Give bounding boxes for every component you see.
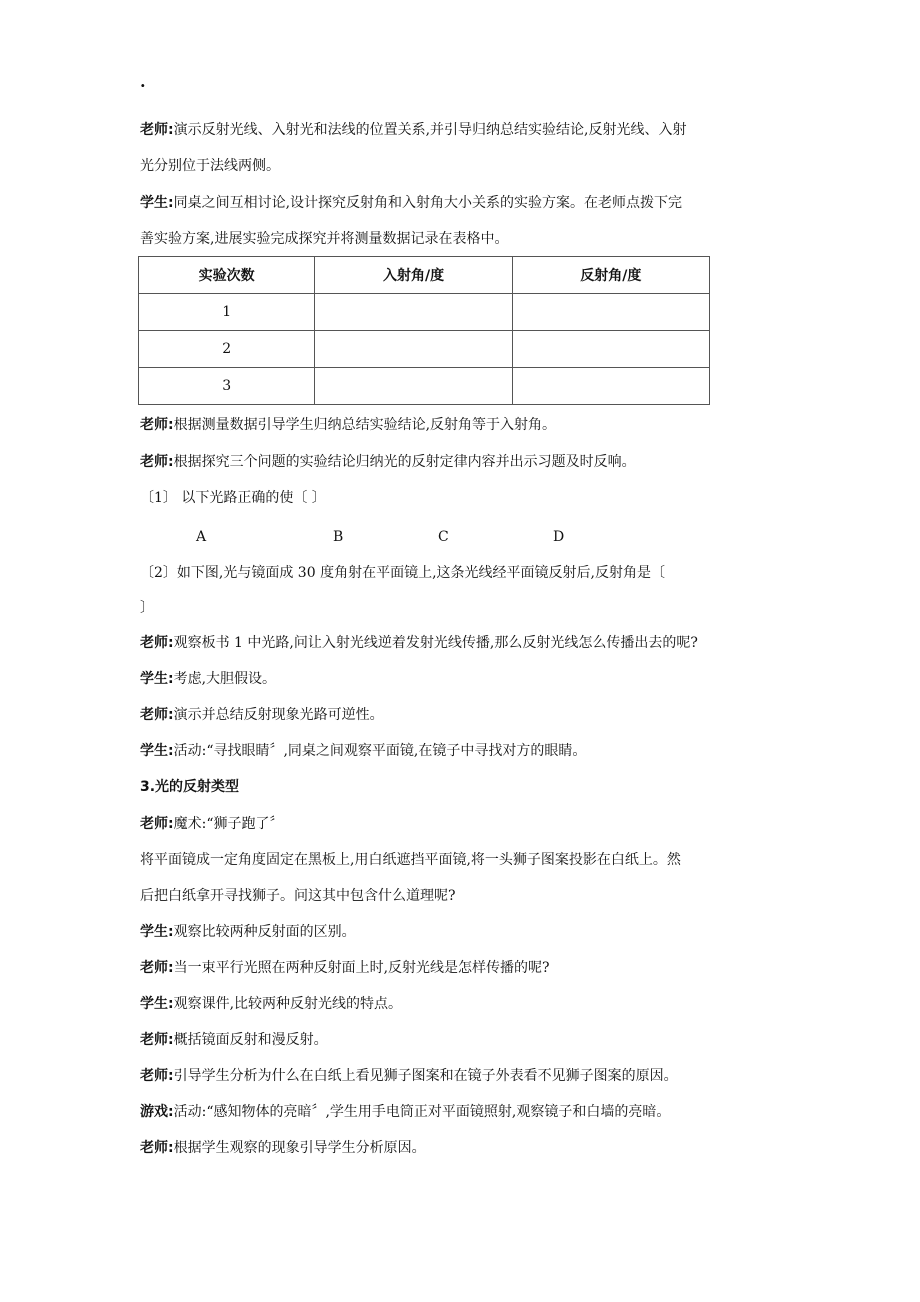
paragraph-continuation	[140, 156, 280, 176]
paragraph-text: 活动:“寻找眼睛〞,同桌之间观察平面镜,在镜子中寻找对方的眼睛。	[173, 743, 587, 759]
table-row	[139, 368, 710, 405]
paragraph-text: 观察比较两种反射面的区别。	[173, 924, 356, 940]
table-header-row	[139, 257, 710, 294]
paragraph-text: 当一束平行光照在两种反射面上时,反射光线是怎样传播的呢?	[173, 960, 550, 976]
paragraph-text: 根据探究三个问题的实验结论归纳光的反射定律内容并出示习题及时反响。	[173, 454, 636, 470]
table-row	[139, 331, 710, 368]
speaker-label: 学生:	[140, 996, 174, 1012]
paragraph-text: 同桌之间互相讨论,设计探究反射角和入射角大小关系的实验方案。在老师点拨下完	[173, 195, 683, 211]
paragraph-magic-description	[140, 850, 681, 870]
paragraph-text: 引导学生分析为什么在白纸上看见狮子图案和在镜子外表看不见狮子图案的原因。	[173, 1068, 678, 1084]
speaker-label: 学生:	[140, 195, 174, 211]
paragraph-game-activity	[140, 1102, 670, 1122]
paragraph-text: 观察板书 1 中光路,问让入射光线逆着发射光线传播,那么反射光线怎么传播出去的呢?	[173, 635, 698, 651]
speaker-label: 老师:	[140, 1140, 174, 1156]
table-cell: 1	[139, 294, 315, 331]
table-cell: 3	[139, 368, 315, 405]
table-cell	[315, 368, 512, 405]
speaker-label: 老师:	[140, 122, 174, 138]
table-cell	[315, 331, 512, 368]
paragraph-text: 概括镜面反射和漫反射。	[173, 1032, 328, 1048]
paragraph-student-think	[140, 669, 276, 689]
paragraph-text: 光分别位于法线两侧。	[140, 158, 280, 174]
paragraph-teacher-parallel-light	[140, 958, 550, 978]
column-header-incidence-angle: 入射角/度	[315, 257, 512, 294]
paragraph-text: 演示并总结反射现象光路可逆性。	[173, 707, 384, 723]
paragraph-text: 考虑,大胆假设。	[173, 671, 277, 687]
paragraph-text: 活动:“感知物体的亮暗〞,学生用手电筒正对平面镜照射,观察镜子和白墙的亮暗。	[173, 1104, 671, 1120]
exercise-question-2	[140, 563, 665, 583]
paragraph-continuation	[140, 598, 154, 618]
paragraph-text: 魔术:“狮子跑了〞	[173, 816, 284, 832]
table-cell	[512, 368, 709, 405]
paragraph-text: 〔2〕如下图,光与镜面成 30 度角射在平面镜上,这条光线经平面镜反射后,反射角是〔	[140, 565, 665, 581]
paragraph-teacher-magic	[140, 814, 283, 834]
paragraph-teacher-summary	[140, 1030, 328, 1050]
paragraph-text: 后把白纸拿开寻找狮子。问这其中包含什么道理呢?	[140, 888, 456, 904]
paragraph-text: 观察课件,比较两种反射光线的特点。	[173, 996, 403, 1012]
paragraph-student-courseware	[140, 994, 402, 1014]
speaker-label: 老师:	[140, 1032, 174, 1048]
speaker-label: 游戏:	[140, 1104, 174, 1120]
paragraph-text: 根据测量数据引导学生归纳总结实验结论,反射角等于入射角。	[173, 417, 557, 433]
speaker-label: 老师:	[140, 635, 174, 651]
paragraph-teacher-analysis	[140, 1066, 678, 1086]
paragraph-teacher-reason	[140, 1138, 426, 1158]
speaker-label: 学生:	[140, 743, 174, 759]
speaker-label: 老师:	[140, 707, 174, 723]
column-header-trial: 实验次数	[139, 257, 315, 294]
speaker-label: 学生:	[140, 924, 174, 940]
paragraph-text: 〕	[140, 600, 154, 616]
table-cell	[512, 331, 709, 368]
option-a-label: A	[196, 529, 207, 545]
option-d-label: D	[553, 529, 565, 545]
paragraph-teacher-law	[140, 452, 636, 472]
paragraph-teacher-reversibility	[140, 705, 384, 725]
paragraph-student-discuss	[140, 193, 682, 213]
paragraph-teacher-reverse	[140, 633, 698, 653]
table-row	[139, 294, 710, 331]
paragraph-teacher-conclusion	[140, 415, 556, 435]
table-cell: 2	[139, 331, 315, 368]
speaker-label: 老师:	[140, 417, 174, 433]
option-c-label: C	[438, 529, 449, 545]
section-heading: 3.光的反射类型	[140, 779, 240, 795]
paragraph-text: 善实验方案,进展实验完成探究并将测量数据记录在表格中。	[140, 231, 509, 247]
paragraph-text: 将平面镜成一定角度固定在黑板上,用白纸遮挡平面镜,将一头狮子图案投影在白纸上。然	[140, 852, 681, 868]
exercise-question-1	[140, 488, 326, 508]
paragraph-student-activity	[140, 741, 586, 761]
table-cell	[315, 294, 512, 331]
paragraph-continuation	[140, 886, 456, 906]
speaker-label: 老师:	[140, 960, 174, 976]
paragraph-continuation	[140, 229, 508, 249]
paragraph-student-compare	[140, 922, 356, 942]
paragraph-text: 〔1〕 以下光路正确的使〔 〕	[140, 490, 326, 506]
paragraph-teacher-demo	[140, 120, 687, 140]
speaker-label: 老师:	[140, 1068, 174, 1084]
measurement-table	[138, 256, 710, 405]
paragraph-text: 演示反射光线、入射光和法线的位置关系,并引导归纳总结实验结论,反射光线、入射	[173, 122, 687, 138]
column-header-reflection-angle: 反射角/度	[512, 257, 709, 294]
page-marker-dot: .	[140, 72, 146, 91]
speaker-label: 老师:	[140, 454, 174, 470]
paragraph-text: 根据学生观察的现象引导学生分析原因。	[173, 1140, 426, 1156]
option-b-label: B	[333, 529, 344, 545]
speaker-label: 学生:	[140, 671, 174, 687]
speaker-label: 老师:	[140, 816, 174, 832]
table-cell	[512, 294, 709, 331]
